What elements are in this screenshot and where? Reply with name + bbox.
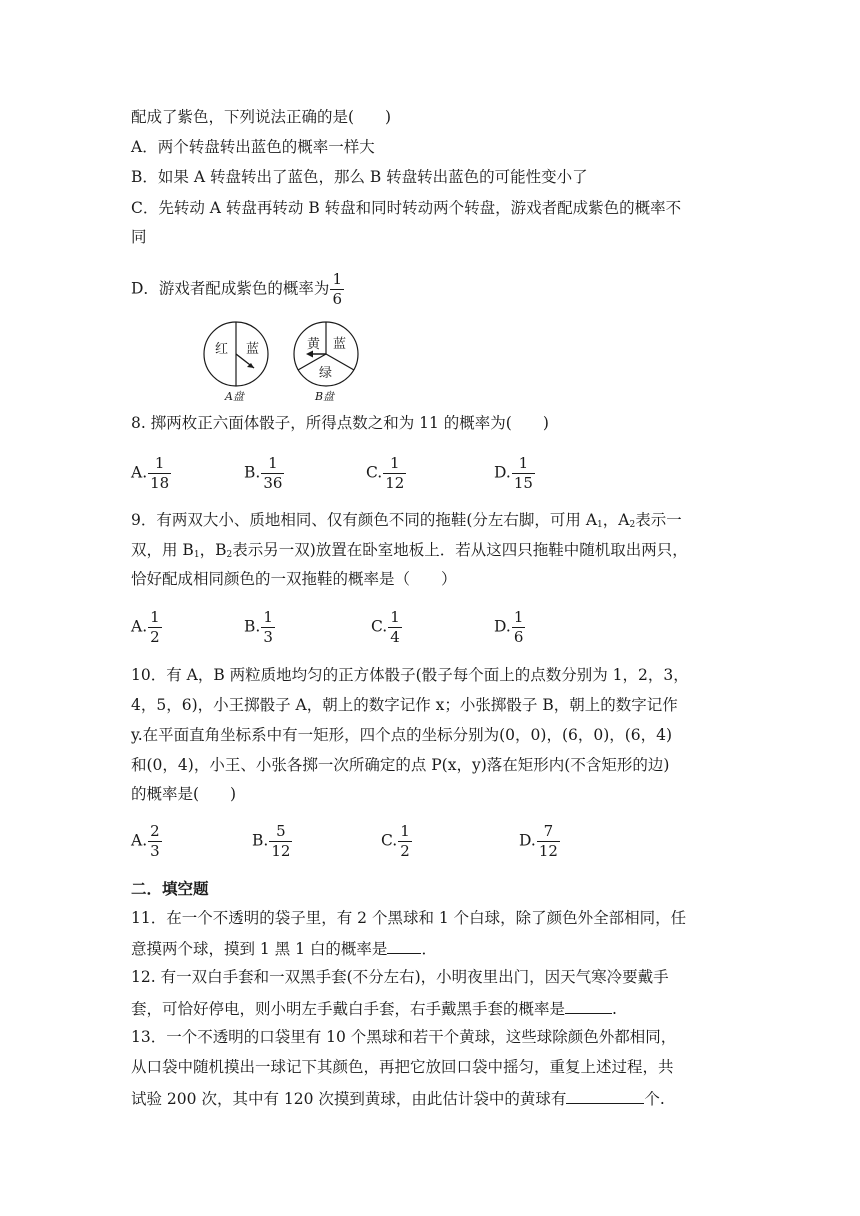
fraction-denominator: 4	[390, 628, 400, 646]
fraction-numerator: 1	[390, 608, 400, 626]
q10-line-5: 的概率是( )	[131, 785, 237, 803]
q11-line-2-text: 意摸两个球，摸到 1 黑 1 白的概率是	[131, 940, 388, 958]
q9-line-3: 恰好配成相同颜色的一双拖鞋的概率是（ ）	[131, 570, 457, 588]
q10-option-c	[381, 824, 413, 859]
spinner-b-top-right-label: 蓝	[333, 337, 347, 352]
option-label: C.	[366, 463, 383, 482]
q10-line-1: 10．有 A，B 两粒质地均匀的正方体骰子(骰子每个面上的点数分别为 1，2，3，	[131, 666, 689, 684]
q9-line-2	[131, 540, 688, 565]
q13-line-1: 13．一个不透明的口袋里有 10 个黑球和若干个黄球，这些球除颜色外都相同，	[131, 1028, 677, 1046]
answer-blank[interactable]	[565, 997, 612, 1014]
q9-line-1-text: 表示一	[635, 511, 682, 529]
fraction-numerator: 1	[332, 270, 342, 288]
q7-option-b: B．如果 A 转盘转出了蓝色，那么 B 转盘转出蓝色的可能性变小了	[131, 168, 588, 186]
option-label: A.	[131, 463, 148, 482]
q13-line-3-end: 个.	[644, 1090, 665, 1108]
fraction-numerator: 1	[148, 456, 171, 474]
fraction-numerator: 1	[261, 456, 284, 474]
fraction-denominator: 12	[385, 474, 405, 492]
fraction-numerator: 1	[263, 608, 273, 626]
subscript: 1	[597, 520, 603, 530]
option-label: C.	[381, 831, 398, 850]
q13-line-3-text: 试验 200 次，其中有 120 次摸到黄球，由此估计袋中的黄球有	[131, 1090, 567, 1108]
option-fraction	[261, 610, 275, 645]
q11-line-2	[131, 937, 437, 959]
q10-line-2: 4，5，6)，小王掷骰子 A，朝上的数字记作 x；小张掷骰子 B，朝上的数字记作	[131, 696, 678, 714]
fraction-denominator: 12	[538, 842, 558, 860]
option-label: B.	[252, 831, 269, 850]
option-fraction	[269, 824, 292, 859]
q9-option-d	[494, 610, 526, 645]
option-fraction	[148, 456, 171, 491]
q7-option-a: A．两个转盘转出蓝色的概率一样大	[131, 138, 375, 156]
fraction-denominator: 36	[263, 474, 283, 492]
fraction-denominator: 18	[150, 474, 170, 492]
subscript: 2	[226, 550, 233, 560]
subscript: 2	[629, 520, 636, 530]
q13-line-3	[131, 1087, 665, 1109]
q8-option-b	[244, 456, 285, 491]
fraction-numerator: 2	[150, 822, 160, 840]
q8-option-c	[366, 456, 407, 491]
fraction-denominator: 3	[150, 842, 160, 860]
q12-line-2-end: .	[612, 1000, 617, 1018]
spinner-figure	[195, 318, 375, 404]
q7-stem-end: 配成了紫色，下列说法正确的是( )	[131, 108, 392, 126]
option-label: C.	[371, 617, 388, 636]
option-fraction	[512, 610, 526, 645]
fraction-numerator: 1	[150, 608, 160, 626]
fraction-denominator: 2	[400, 842, 410, 860]
spinner-a-right-label: 蓝	[246, 342, 260, 357]
q9-line-1	[131, 510, 682, 535]
q11-line-1: 11．在一个不透明的袋子里，有 2 个黑球和 1 个白球，除了颜色外全部相同，任	[131, 909, 687, 927]
q10-option-a	[131, 824, 163, 859]
fraction-numerator: 1	[512, 456, 535, 474]
option-label: A.	[131, 617, 148, 636]
q8-option-d	[494, 456, 536, 491]
q7-option-c: C．先转动 A 转盘再转动 B 转盘和同时转动两个转盘，游戏者配成紫色的概率不	[131, 199, 682, 217]
q9-option-a	[131, 610, 163, 645]
option-label: B.	[244, 463, 261, 482]
section-heading-fill-in: 二．填空题	[131, 879, 209, 898]
option-fraction	[148, 824, 162, 859]
option-fraction	[537, 824, 560, 859]
q9-line-2-text: 双，用 B	[131, 541, 194, 559]
fraction-numerator: 1	[383, 456, 406, 474]
q11-line-2-end: ．	[421, 940, 437, 958]
fraction-numerator: 7	[537, 824, 560, 842]
q12-line-1: 12. 有一双白手套和一双黑手套(不分左右)，小明夜里出门，因天气寒冷要戴手	[131, 968, 669, 986]
fraction-denominator: 3	[263, 628, 273, 646]
subscript: 1	[193, 550, 200, 560]
fraction-denominator: 6	[513, 628, 524, 646]
answer-blank[interactable]	[566, 1087, 644, 1104]
option-label: A.	[131, 831, 148, 850]
q9-line-1-text: ，A	[602, 511, 630, 529]
option-label: D.	[494, 617, 511, 636]
spinner-b-top-left-label: 黄	[307, 337, 321, 352]
answer-blank[interactable]	[387, 937, 421, 954]
option-label: B.	[244, 617, 261, 636]
option-fraction	[383, 456, 406, 491]
q7-option-d-text: D．游戏者配成紫色的概率为	[131, 279, 330, 298]
q7-option-c-cont: 同	[131, 228, 147, 246]
q8-option-a	[131, 456, 172, 491]
q8-stem: 8. 掷两枚正六面体骰子，所得点数之和为 11 的概率为( )	[131, 414, 549, 432]
q9-option-b	[244, 610, 276, 645]
fraction-numerator: 5	[269, 824, 292, 842]
q10-line-4: 和(0，4)，小王、小张各掷一次所确定的点 P(x，y)落在矩形内(不含矩形的边)	[131, 756, 670, 774]
q10-line-3: y.在平面直角坐标系中有一矩形，四个点的坐标分别为(0，0)，(6，0)，(6，4)	[131, 726, 673, 744]
q9-line-1-text: 9．有两双大小、质地相同、仅有颜色不同的拖鞋(分左右脚，可用 A	[131, 511, 598, 529]
spinner-a-left-label: 红	[215, 342, 229, 357]
q13-line-2: 从口袋中随机摸出一球记下其颜色，再把它放回口袋中摇匀，重复上述过程，共	[131, 1058, 674, 1076]
fraction-numerator: 1	[513, 608, 524, 626]
q9-line-2-text: ，B	[199, 541, 227, 559]
fraction-denominator: 6	[332, 290, 342, 308]
q10-option-b	[252, 824, 293, 859]
option-fraction	[148, 610, 162, 645]
option-fraction	[398, 824, 412, 859]
q12-line-2	[131, 997, 617, 1019]
fraction-denominator: 2	[150, 628, 160, 646]
q9-option-c	[371, 610, 403, 645]
fraction-denominator: 12	[271, 842, 291, 860]
spinner-a-caption: A盘	[225, 390, 244, 403]
fraction-denominator: 15	[513, 474, 533, 492]
q7-option-d-fraction	[330, 272, 344, 307]
option-fraction	[388, 610, 402, 645]
q9-line-2-text: 表示另一双)放置在卧室地板上．若从这四只拖鞋中随机取出两只，	[232, 541, 688, 559]
option-fraction	[512, 456, 535, 491]
option-label: D.	[519, 831, 536, 850]
spinner-b-caption: B盘	[315, 390, 335, 403]
option-label: D.	[494, 463, 511, 482]
q7-option-d	[131, 272, 345, 307]
fraction-numerator: 1	[400, 822, 410, 840]
spinner-b-bottom-label: 绿	[319, 366, 333, 381]
q12-line-2-text: 套，可恰好停电，则小明左手戴白手套，右手戴黑手套的概率是	[131, 1000, 566, 1018]
q10-option-d	[519, 824, 561, 859]
option-fraction	[261, 456, 284, 491]
